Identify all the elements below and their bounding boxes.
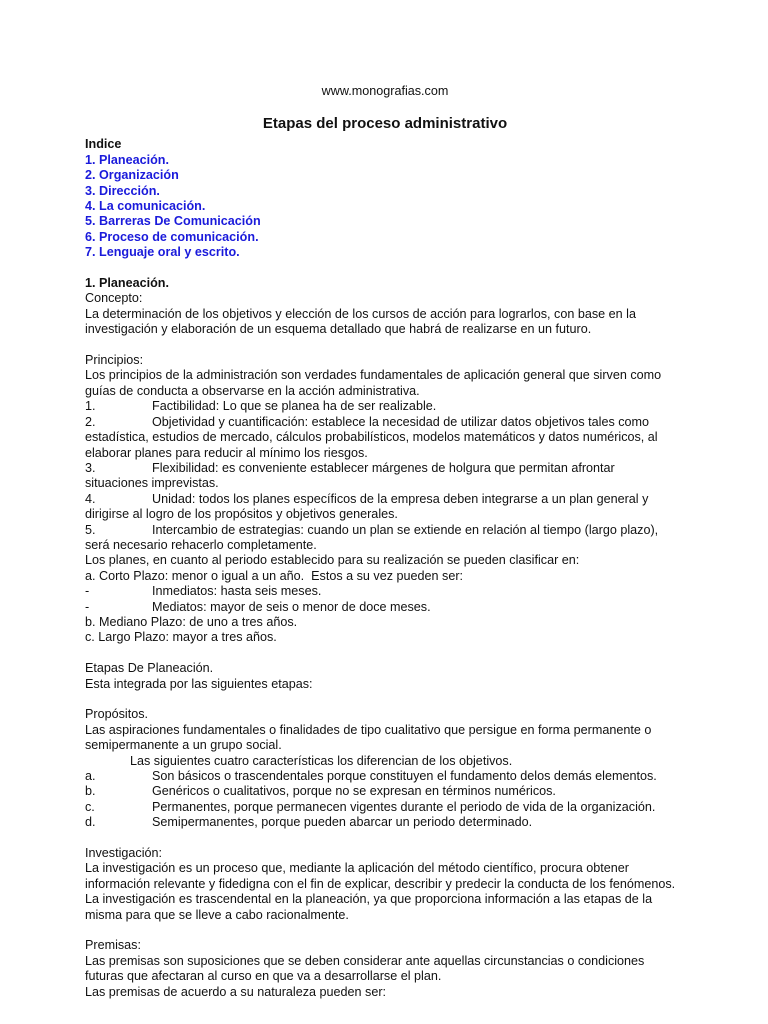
index-list <box>85 153 685 261</box>
index-link-proceso[interactable]: 6. Proceso de comunicación. <box>85 229 259 244</box>
characteristic-text: Genéricos o cualitativos, porque no se expresan en términos numéricos. <box>152 784 556 799</box>
principle-item <box>85 523 685 538</box>
principle-text-continuation: será necesario rehacerlo completamente. <box>85 537 317 552</box>
etapas-label: Etapas De Planeación. <box>85 661 214 676</box>
document-page <box>85 84 685 1000</box>
characteristic-mark: a. <box>85 769 96 783</box>
principios-label: Principios: <box>85 353 144 368</box>
principle-text: Objetividad y cuantificación: establece la necesidad de utilizar datos objetivos tales como <box>152 414 650 429</box>
characteristic-text: Permanentes, porque permanecen vigentes durante el periodo de vida de la organización. <box>152 799 656 814</box>
characteristic-item <box>85 784 685 799</box>
characteristic-text: Semipermanentes, porque pueden abarcar un periodo determinado. <box>152 815 533 830</box>
principle-text-continuation: elaborar planes para reducir al mínimo los riesgos. <box>85 445 368 460</box>
premisas-text-line: Las premisas de acuerdo a su naturaleza pueden ser: <box>85 984 387 999</box>
premisas-label: Premisas: <box>85 938 141 953</box>
premisas-text-line: futuras que afectaran al curso en que va a desarrollarse el plan. <box>85 969 442 984</box>
principle-number: 1. <box>85 399 96 414</box>
investigacion-label: Investigación: <box>85 846 163 861</box>
mediano-plazo: b. Mediano Plazo: de uno a tres años. <box>85 614 298 629</box>
principle-text: Unidad: todos los planes específicos de la empresa deben integrarse a un plan general y <box>152 491 649 506</box>
planes-text: Los planes, en cuanto al periodo establecido para su realización se pueden clasificar en: <box>85 553 580 568</box>
characteristic-mark: d. <box>85 815 96 830</box>
document-title: Etapas del proceso administrativo <box>262 115 508 133</box>
concepto-label: Concepto: <box>85 291 143 306</box>
principios-text-line: Los principios de la administración son verdades fundamentales de aplicación general que sirven como <box>85 368 662 383</box>
propositos-text-line: Las siguientes cuatro características los diferencian de los objetivos. <box>130 753 513 768</box>
principle-text: Intercambio de estrategias: cuando un plan se extiende en relación al tiempo (largo plazo), <box>152 522 659 537</box>
principle-number: 5. <box>85 522 96 537</box>
characteristic-mark: c. <box>85 799 95 814</box>
characteristic-item <box>85 769 685 784</box>
investigacion-text-line: La investigación es trascendental en la planeación, ya que proporciona información a las etapas de la <box>85 892 653 907</box>
index-link-comunicacion[interactable]: 4. La comunicación. <box>85 199 206 214</box>
index-link-organizacion[interactable]: 2. Organización <box>85 168 179 183</box>
principle-number: 4. <box>85 491 96 506</box>
characteristic-item <box>85 815 685 830</box>
characteristic-item <box>85 800 685 815</box>
largo-plazo: c. Largo Plazo: mayor a tres años. <box>85 630 277 645</box>
investigacion-text-line: información relevante y fidedigna con el fin de explicar, describir y predecir la conducta de los fenómenos. <box>85 876 676 891</box>
principle-item <box>85 492 685 507</box>
index-link-direccion[interactable]: 3. Dirección. <box>85 183 160 198</box>
principle-item <box>85 399 685 414</box>
propositos-label: Propósitos. <box>85 707 148 722</box>
etapas-text: Esta integrada por las siguientes etapas: <box>85 676 313 691</box>
principle-number: 3. <box>85 460 96 475</box>
principle-text: Factibilidad: Lo que se planea ha de ser realizable. <box>152 399 437 414</box>
propositos-text-line: Las aspiraciones fundamentales o finalidades de tipo cualitativo que persigue en forma permanente o <box>85 722 652 737</box>
premisas-text-line: Las premisas son suposiciones que se deben considerar ante aquellas circunstancias o condiciones <box>85 953 645 968</box>
dash-mark: - <box>85 584 90 599</box>
dash-text: Inmediatos: hasta seis meses. <box>152 584 322 599</box>
corto-plazo: a. Corto Plazo: menor o igual a un año. Estos a su vez pueden ser: <box>85 568 464 583</box>
principle-item <box>85 461 685 476</box>
concepto-text-line: La determinación de los objetivos y elección de los cursos de acción para lograrlos, con base en la <box>85 306 636 321</box>
investigacion-text-line: misma para que se lleve a cabo racionalmente. <box>85 907 349 922</box>
characteristic-mark: b. <box>85 784 96 799</box>
investigacion-text-line: La investigación es un proceso que, mediante la aplicación del método científico, procura obtener <box>85 861 629 876</box>
index-link-lenguaje[interactable]: 7. Lenguaje oral y escrito. <box>85 245 240 260</box>
principle-text-continuation: estadística, estudios de mercado, cálculos probabilísticos, modelos matemáticos y datos numéricos, al <box>85 430 658 445</box>
dash-item <box>85 600 685 615</box>
index-link-planeacion[interactable]: 1. Planeación. <box>85 152 169 167</box>
principle-text-continuation: dirigirse al logro de los propósitos y objetivos generales. <box>85 507 398 522</box>
concepto-text-line: investigación y elaboración de un esquema detallado que habrá de realizarse en un futuro. <box>85 322 592 337</box>
principle-text-continuation: situaciones imprevistas. <box>85 476 219 491</box>
index-link-barreras[interactable]: 5. Barreras De Comunicación <box>85 214 261 229</box>
dash-text: Mediatos: mayor de seis o menor de doce meses. <box>152 599 431 614</box>
principios-text-line: guías de conducta a observarse en la acción administrativa. <box>85 383 420 398</box>
principle-item <box>85 415 685 430</box>
principle-text: Flexibilidad: es conveniente establecer márgenes de holgura que permitan afrontar <box>152 460 615 475</box>
index-heading: Indice <box>85 137 122 152</box>
section-heading: 1. Planeación. <box>85 276 169 291</box>
site-url: www.monografias.com <box>321 84 449 98</box>
principle-number: 2. <box>85 414 96 429</box>
characteristic-text: Son básicos o trascendentales porque constituyen el fundamento delos demás elementos. <box>152 769 657 783</box>
dash-item <box>85 584 685 599</box>
dash-mark: - <box>85 599 90 614</box>
propositos-text-line: semipermanente a un grupo social. <box>85 738 282 753</box>
